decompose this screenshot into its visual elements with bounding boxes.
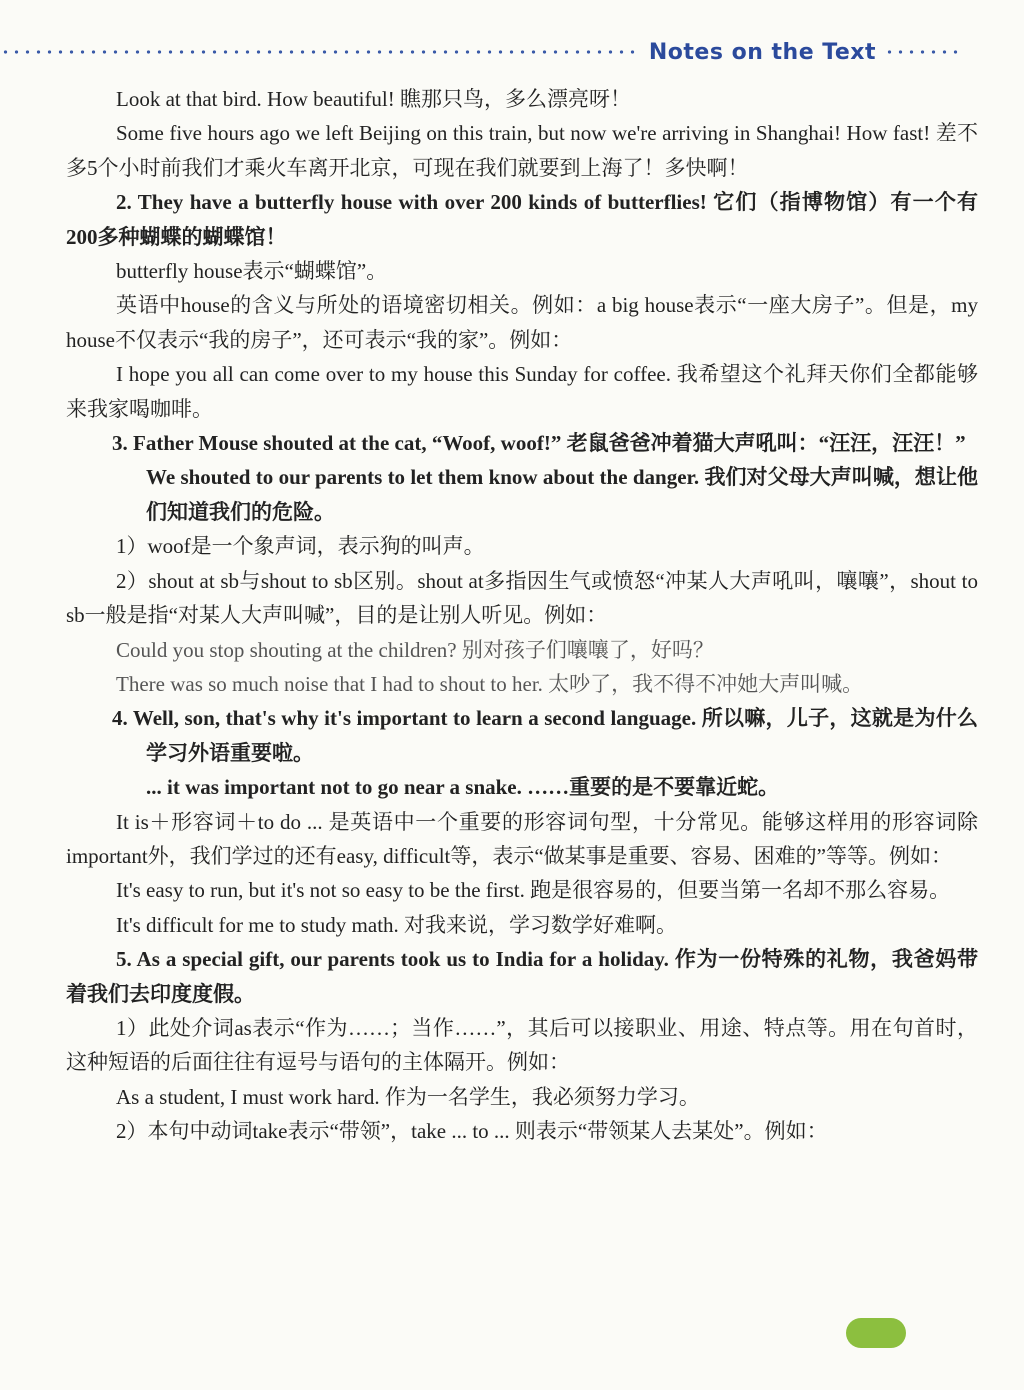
example-sentence: It's difficult for me to study math. 对我来说，学习数学好难啊。 [116, 912, 678, 937]
section-header [0, 38, 960, 66]
example-sentence: Some five hours ago we left Beijing on this train, but now we're arriving in Shanghai! How fast! 差不多5个小时前我们才乘火车离开北京，可现在我们就要到上海了！多快啊！ [66, 121, 978, 180]
page-number-badge [846, 1318, 906, 1348]
example-sentence: Could you stop shouting at the children? 别对孩子们嚷嚷了，好吗？ [116, 637, 714, 662]
explanation-text: 2）本句中动词take表示“带领”，take ... to ... 则表示“带领某人去某处”。例如： [116, 1119, 828, 1144]
example-sentence: There was so much noise that I had to shout to her. 太吵了，我不得不冲她大声叫喊。 [116, 671, 864, 696]
note-subheading: ... it was important not to go near a snake. ……重要的是不要靠近蛇。 [146, 775, 780, 800]
note-heading-5: 5. As a special gift, our parents took us to India for a holiday. 作为一份特殊的礼物，我爸妈带着我们去印度度假。 [66, 947, 978, 1006]
explanation-text: 英语中house的含义与所处的语境密切相关。例如：a big house表示“一座大房子”。但是，my house不仅表示“我的房子”，还可表示“我的家”。例如： [66, 293, 978, 352]
explanation-text: 1）woof是一个象声词，表示狗的叫声。 [116, 534, 485, 559]
note-heading-3: 3. Father Mouse shouted at the cat, “Woof, woof!” 老鼠爸爸冲着猫大声吼叫：“汪汪，汪汪！” [112, 431, 966, 456]
explanation-text: 1）此处介词as表示“作为……；当作……”，其后可以接职业、用途、特点等。用在句首时，这种短语的后面往往有逗号与语句的主体隔开。例如： [66, 1015, 978, 1075]
notes-body [66, 82, 978, 1149]
explanation-text: butterfly house表示“蝴蝶馆”。 [116, 259, 388, 284]
example-sentence: It's easy to run, but it's not so easy to be the first. 跑是很容易的，但要当第一名却不那么容易。 [116, 878, 951, 903]
explanation-text: 2）shout at sb与shout to sb区别。shout at多指因生气或愤怒“冲某人大声吼叫，嚷嚷”，shout to sb一般是指“对某人大声叫喊”，目的是让别人听见。例如： [66, 568, 978, 628]
example-sentence: Look at that bird. How beautiful! 瞧那只鸟，多么漂亮呀！ [116, 87, 632, 111]
note-subheading: We shouted to our parents to let them know about the danger. 我们对父母大声叫喊，想让他们知道我们的危险。 [146, 465, 978, 524]
explanation-text: It is＋形容词＋to do ... 是英语中一个重要的形容词句型，十分常见。能够这样用的形容词除important外，我们学过的还有easy, difficult等，表示“做某事是重要、容易、困难的”等等。例如： [66, 809, 978, 868]
section-title: Notes on the Text [648, 39, 876, 65]
note-heading-2: 2. They have a butterfly house with over 200 kinds of butterflies! 它们（指博物馆）有一个有200多种蝴蝶的蝴蝶馆！ [66, 190, 978, 249]
dotted-rule-end [884, 50, 960, 54]
example-sentence: I hope you all can come over to my house this Sunday for coffee. 我希望这个礼拜天你们全都能够来我家喝咖啡。 [66, 362, 978, 421]
note-heading-4: 4. Well, son, that's why it's important to learn a second language. 所以嘛，儿子，这就是为什么学习外语重要啦。 [112, 706, 978, 765]
example-sentence: As a student, I must work hard. 作为一名学生，我必须努力学习。 [116, 1084, 700, 1109]
dotted-rule [0, 50, 641, 54]
